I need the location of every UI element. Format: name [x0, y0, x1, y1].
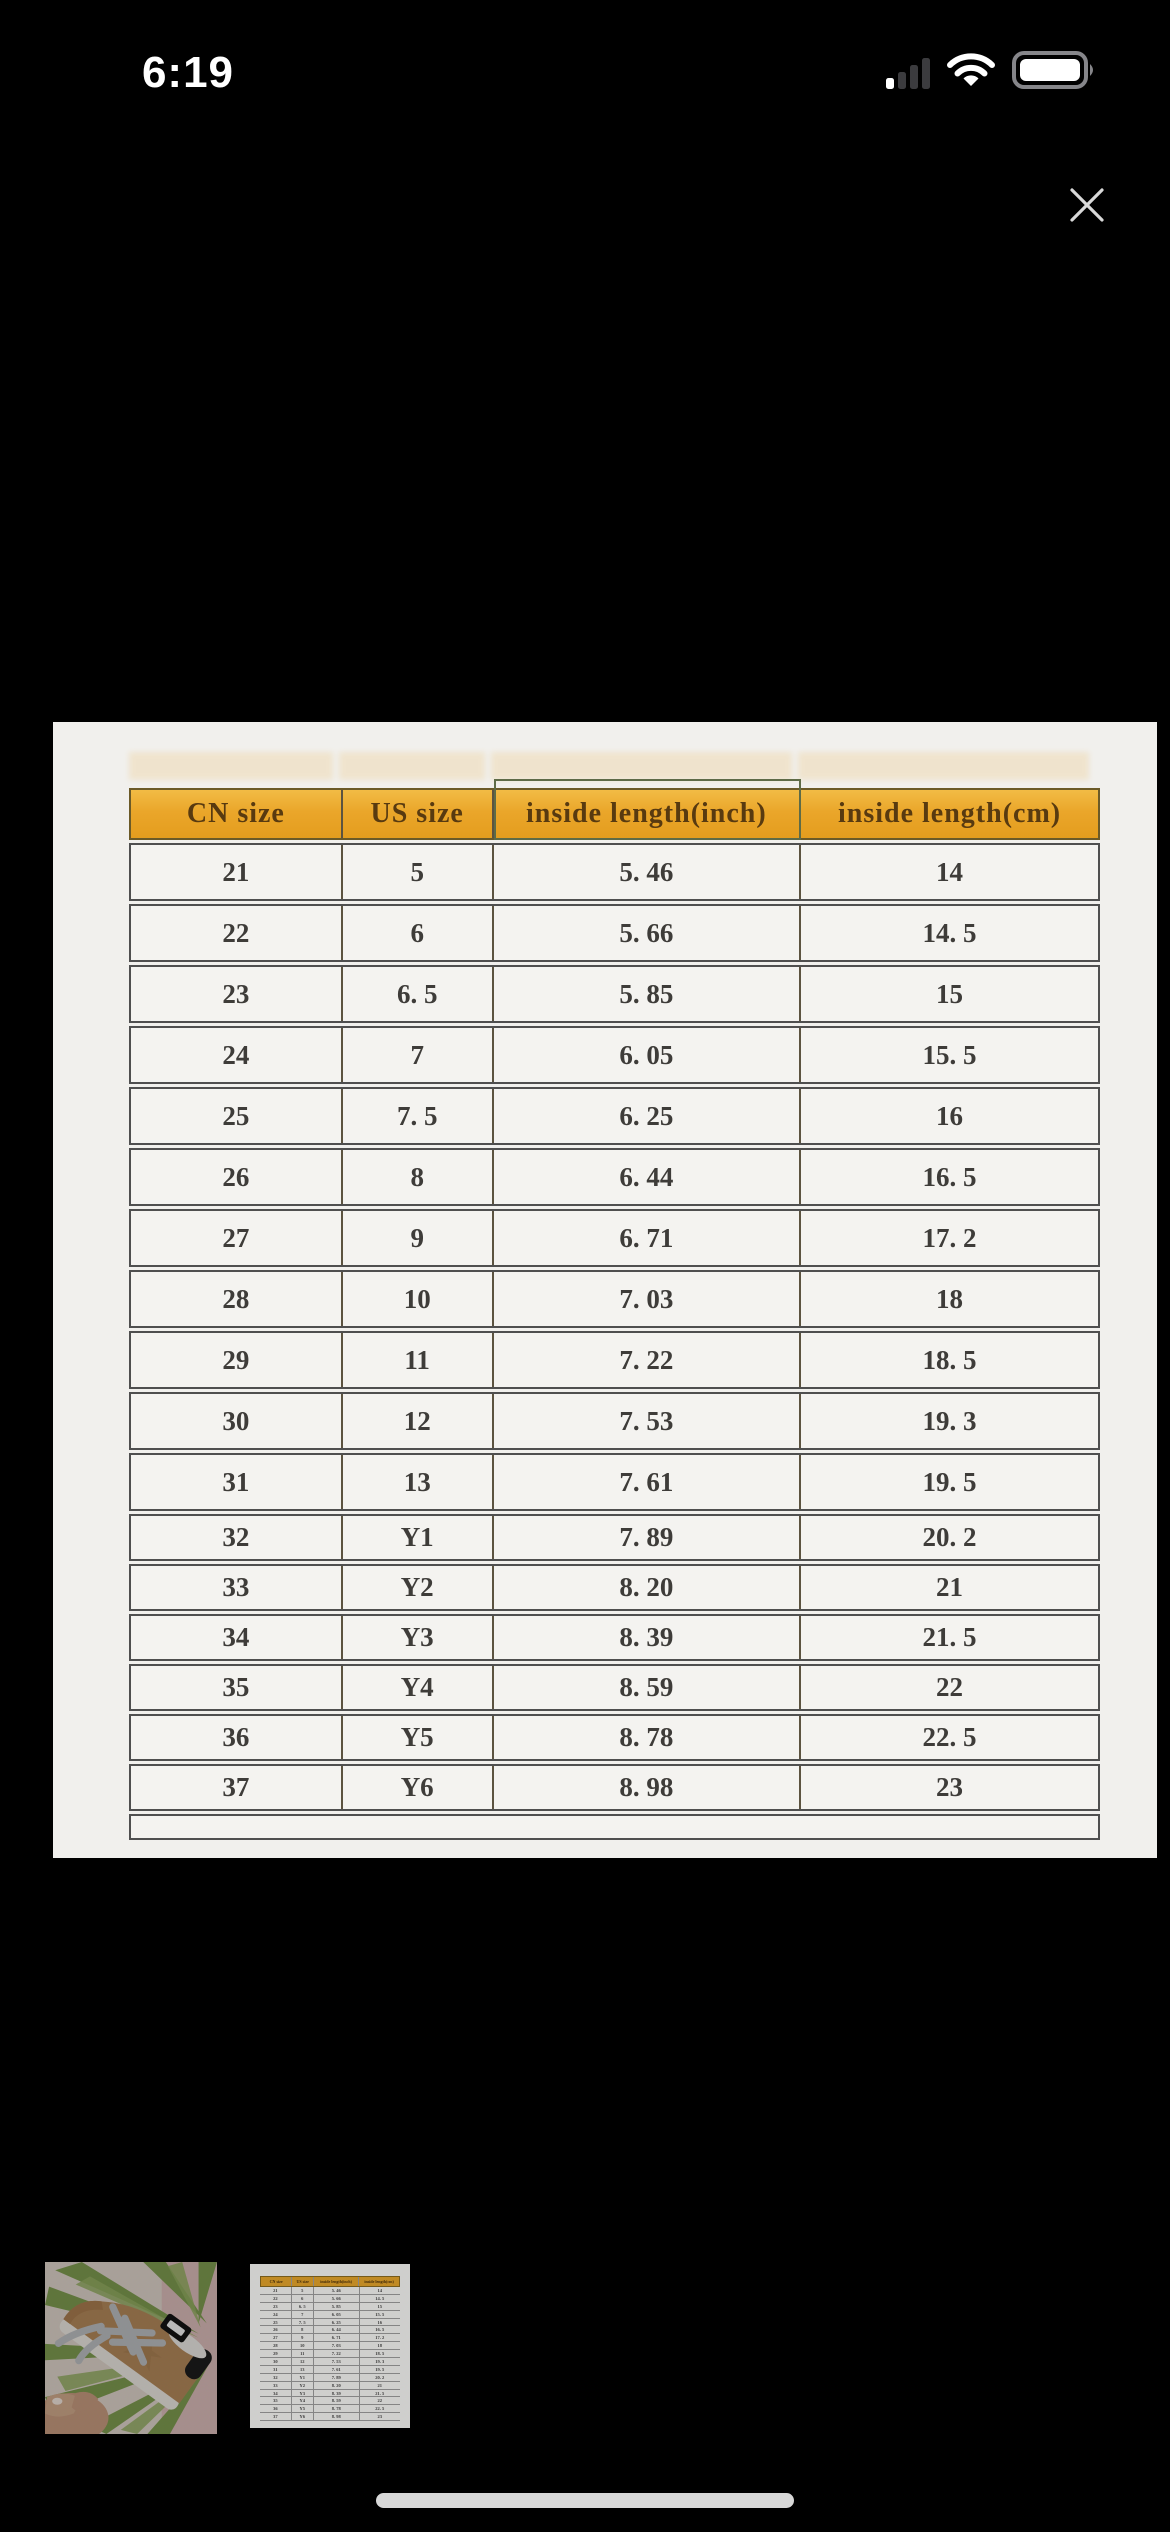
table-row [129, 1514, 1100, 1561]
cell-inside-length-cm: 15 [936, 978, 964, 1009]
cell-inside-length-inch: 6. 25 [494, 1089, 802, 1143]
table-row [129, 1270, 1100, 1328]
home-indicator[interactable] [376, 2493, 794, 2508]
cell-us-size: 10 [343, 1272, 494, 1326]
cell-us-size: 5 [343, 845, 494, 899]
cell-inside-length-inch: 7. 89 [494, 1516, 802, 1559]
cell-cn-size: 30 [131, 1394, 343, 1448]
cell-cn-size: 29 [131, 1333, 343, 1387]
cell-us-size: Y6 [343, 1766, 494, 1809]
cell-inside-length-inch: 6. 44 [494, 1150, 802, 1204]
cell-inside-length-inch: 7. 61 [494, 1455, 802, 1509]
ghost-header-artifact [129, 752, 1100, 780]
cell-inside-length-cm: 14. 5 [922, 917, 977, 948]
cell-inside-length-cm: 22 [936, 1672, 964, 1702]
table-row [129, 965, 1100, 1023]
cell-inside-length-cm: 14 [936, 856, 964, 887]
cell-cn-size: 23 [131, 967, 343, 1021]
battery-icon [1012, 50, 1098, 95]
cell-us-size: Y3 [343, 1616, 494, 1659]
size-table-rows [129, 843, 1100, 1840]
cell-inside-length-cm: 17. 2 [922, 1222, 977, 1253]
cell-us-size: Y5 [343, 1716, 494, 1759]
cell-us-size: 9 [343, 1211, 494, 1265]
cell-inside-length-cm: 20. 2 [922, 1522, 977, 1552]
cell-inside-length-inch: 5. 46 [494, 845, 802, 899]
cell-cn-size: 25 [131, 1089, 343, 1143]
size-chart-image[interactable] [53, 722, 1157, 1858]
header-cn-size: CN size [131, 790, 343, 838]
cell-cn-size: 31 [131, 1455, 343, 1509]
cell-cn-size: 21 [131, 845, 343, 899]
cell-us-size: Y1 [343, 1516, 494, 1559]
table-row [129, 1664, 1100, 1711]
table-row [129, 1331, 1100, 1389]
cell-inside-length-cm: 22. 5 [922, 1722, 977, 1752]
cell-inside-length-inch: 8. 78 [494, 1716, 802, 1759]
cell-inside-length-inch: 5. 85 [494, 967, 802, 1021]
table-row [129, 1148, 1100, 1206]
table-row [129, 1614, 1100, 1661]
cell-us-size: Y4 [343, 1666, 494, 1709]
cell-inside-length-inch: 7. 22 [494, 1333, 802, 1387]
cell-us-size: 8 [343, 1150, 494, 1204]
cell-inside-length-inch: 8. 59 [494, 1666, 802, 1709]
cell-us-size: 13 [343, 1455, 494, 1509]
cell-inside-length-cm: 15. 5 [922, 1039, 977, 1070]
cell-cn-size: 32 [131, 1516, 343, 1559]
cell-inside-length-inch: 6. 71 [494, 1211, 802, 1265]
thumbnail-product-photo[interactable] [45, 2262, 217, 2434]
thumbnail-size-chart-table: CN size US size inside length(inch) inside length(cm) 21 5 5. 46 14 22 6 5. 66 14. 5 23 6. 5 5. 85 15 24 7 6. 05 15. 5 25 7. 5 6. 25 16 26 8 6. 44 16. 5 27 9 6. 71 17. 2 28 10 7. 03 18 29 11 7. 22 18. 5 30 12 7. 53 19. 3 31 13 7. 61 19. 5 32 Y1 7. 89 20. 2 33 Y2 8. 20 21 34 Y3 8. 39 21. 5 35 Y4 8. 59 22 36 Y5 8. 78 22. 5 37 Y6 8. 98 23 [260, 2276, 400, 2421]
cell-inside-length-inch: 5. 66 [494, 906, 802, 960]
table-row [129, 1087, 1100, 1145]
cell-us-size: 7. 5 [343, 1089, 494, 1143]
cell-us-size: 12 [343, 1394, 494, 1448]
table-row [129, 1453, 1100, 1511]
table-row [129, 1714, 1100, 1761]
cell-inside-length-cm: 18 [936, 1283, 964, 1314]
cell-inside-length-inch: 8. 20 [494, 1566, 802, 1609]
cell-us-size: Y2 [343, 1566, 494, 1609]
cell-cn-size: 26 [131, 1150, 343, 1204]
wifi-icon [946, 52, 996, 93]
header-inside-length-cm: inside length(cm) [838, 798, 1062, 829]
cell-us-size: 6 [343, 906, 494, 960]
header-inside-length-inch: inside length(inch) [494, 790, 802, 838]
table-row [129, 1026, 1100, 1084]
table-row-empty [129, 1814, 1100, 1840]
header-us-size: US size [343, 790, 494, 838]
cell-inside-length-cm: 16. 5 [922, 1161, 977, 1192]
cell-inside-length-cm: 21 [936, 1572, 964, 1602]
cell-us-size: 6. 5 [343, 967, 494, 1021]
cell-cn-size: 24 [131, 1028, 343, 1082]
cell-cn-size: 36 [131, 1716, 343, 1759]
cell-inside-length-cm: 21. 5 [922, 1622, 977, 1652]
cell-inside-length-inch: 7. 53 [494, 1394, 802, 1448]
cell-cn-size: 37 [131, 1766, 343, 1809]
cell-inside-length-cm: 19. 5 [922, 1466, 977, 1497]
size-table [129, 788, 1100, 1840]
table-row [129, 1392, 1100, 1450]
cell-inside-length-inch: 6. 05 [494, 1028, 802, 1082]
cell-inside-length-inch: 7. 03 [494, 1272, 802, 1326]
cell-inside-length-inch: 8. 39 [494, 1616, 802, 1659]
close-icon [1056, 174, 1118, 241]
cell-cn-size: 28 [131, 1272, 343, 1326]
thumbnail-size-chart[interactable] [250, 2264, 410, 2428]
size-table-header [129, 788, 1100, 840]
cell-us-size: 7 [343, 1028, 494, 1082]
cellular-signal-icon [886, 57, 930, 89]
table-row [129, 904, 1100, 962]
clock-time: 6:19 [141, 48, 235, 97]
cell-us-size: 11 [343, 1333, 494, 1387]
cell-cn-size: 35 [131, 1666, 343, 1709]
cell-inside-length-inch: 8. 98 [494, 1766, 802, 1809]
cell-inside-length-cm: 23 [936, 1772, 964, 1802]
cell-cn-size: 27 [131, 1211, 343, 1265]
table-row [129, 843, 1100, 901]
close-button[interactable] [1052, 172, 1122, 242]
cell-inside-length-cm: 16 [936, 1100, 964, 1131]
cell-cn-size: 34 [131, 1616, 343, 1659]
cell-cn-size: 33 [131, 1566, 343, 1609]
status-bar [0, 0, 1170, 110]
cell-inside-length-cm: 19. 3 [922, 1405, 977, 1436]
cell-inside-length-cm: 18. 5 [922, 1344, 977, 1375]
table-row [129, 1564, 1100, 1611]
table-row [129, 1209, 1100, 1267]
table-row [129, 1764, 1100, 1811]
cell-cn-size: 22 [131, 906, 343, 960]
